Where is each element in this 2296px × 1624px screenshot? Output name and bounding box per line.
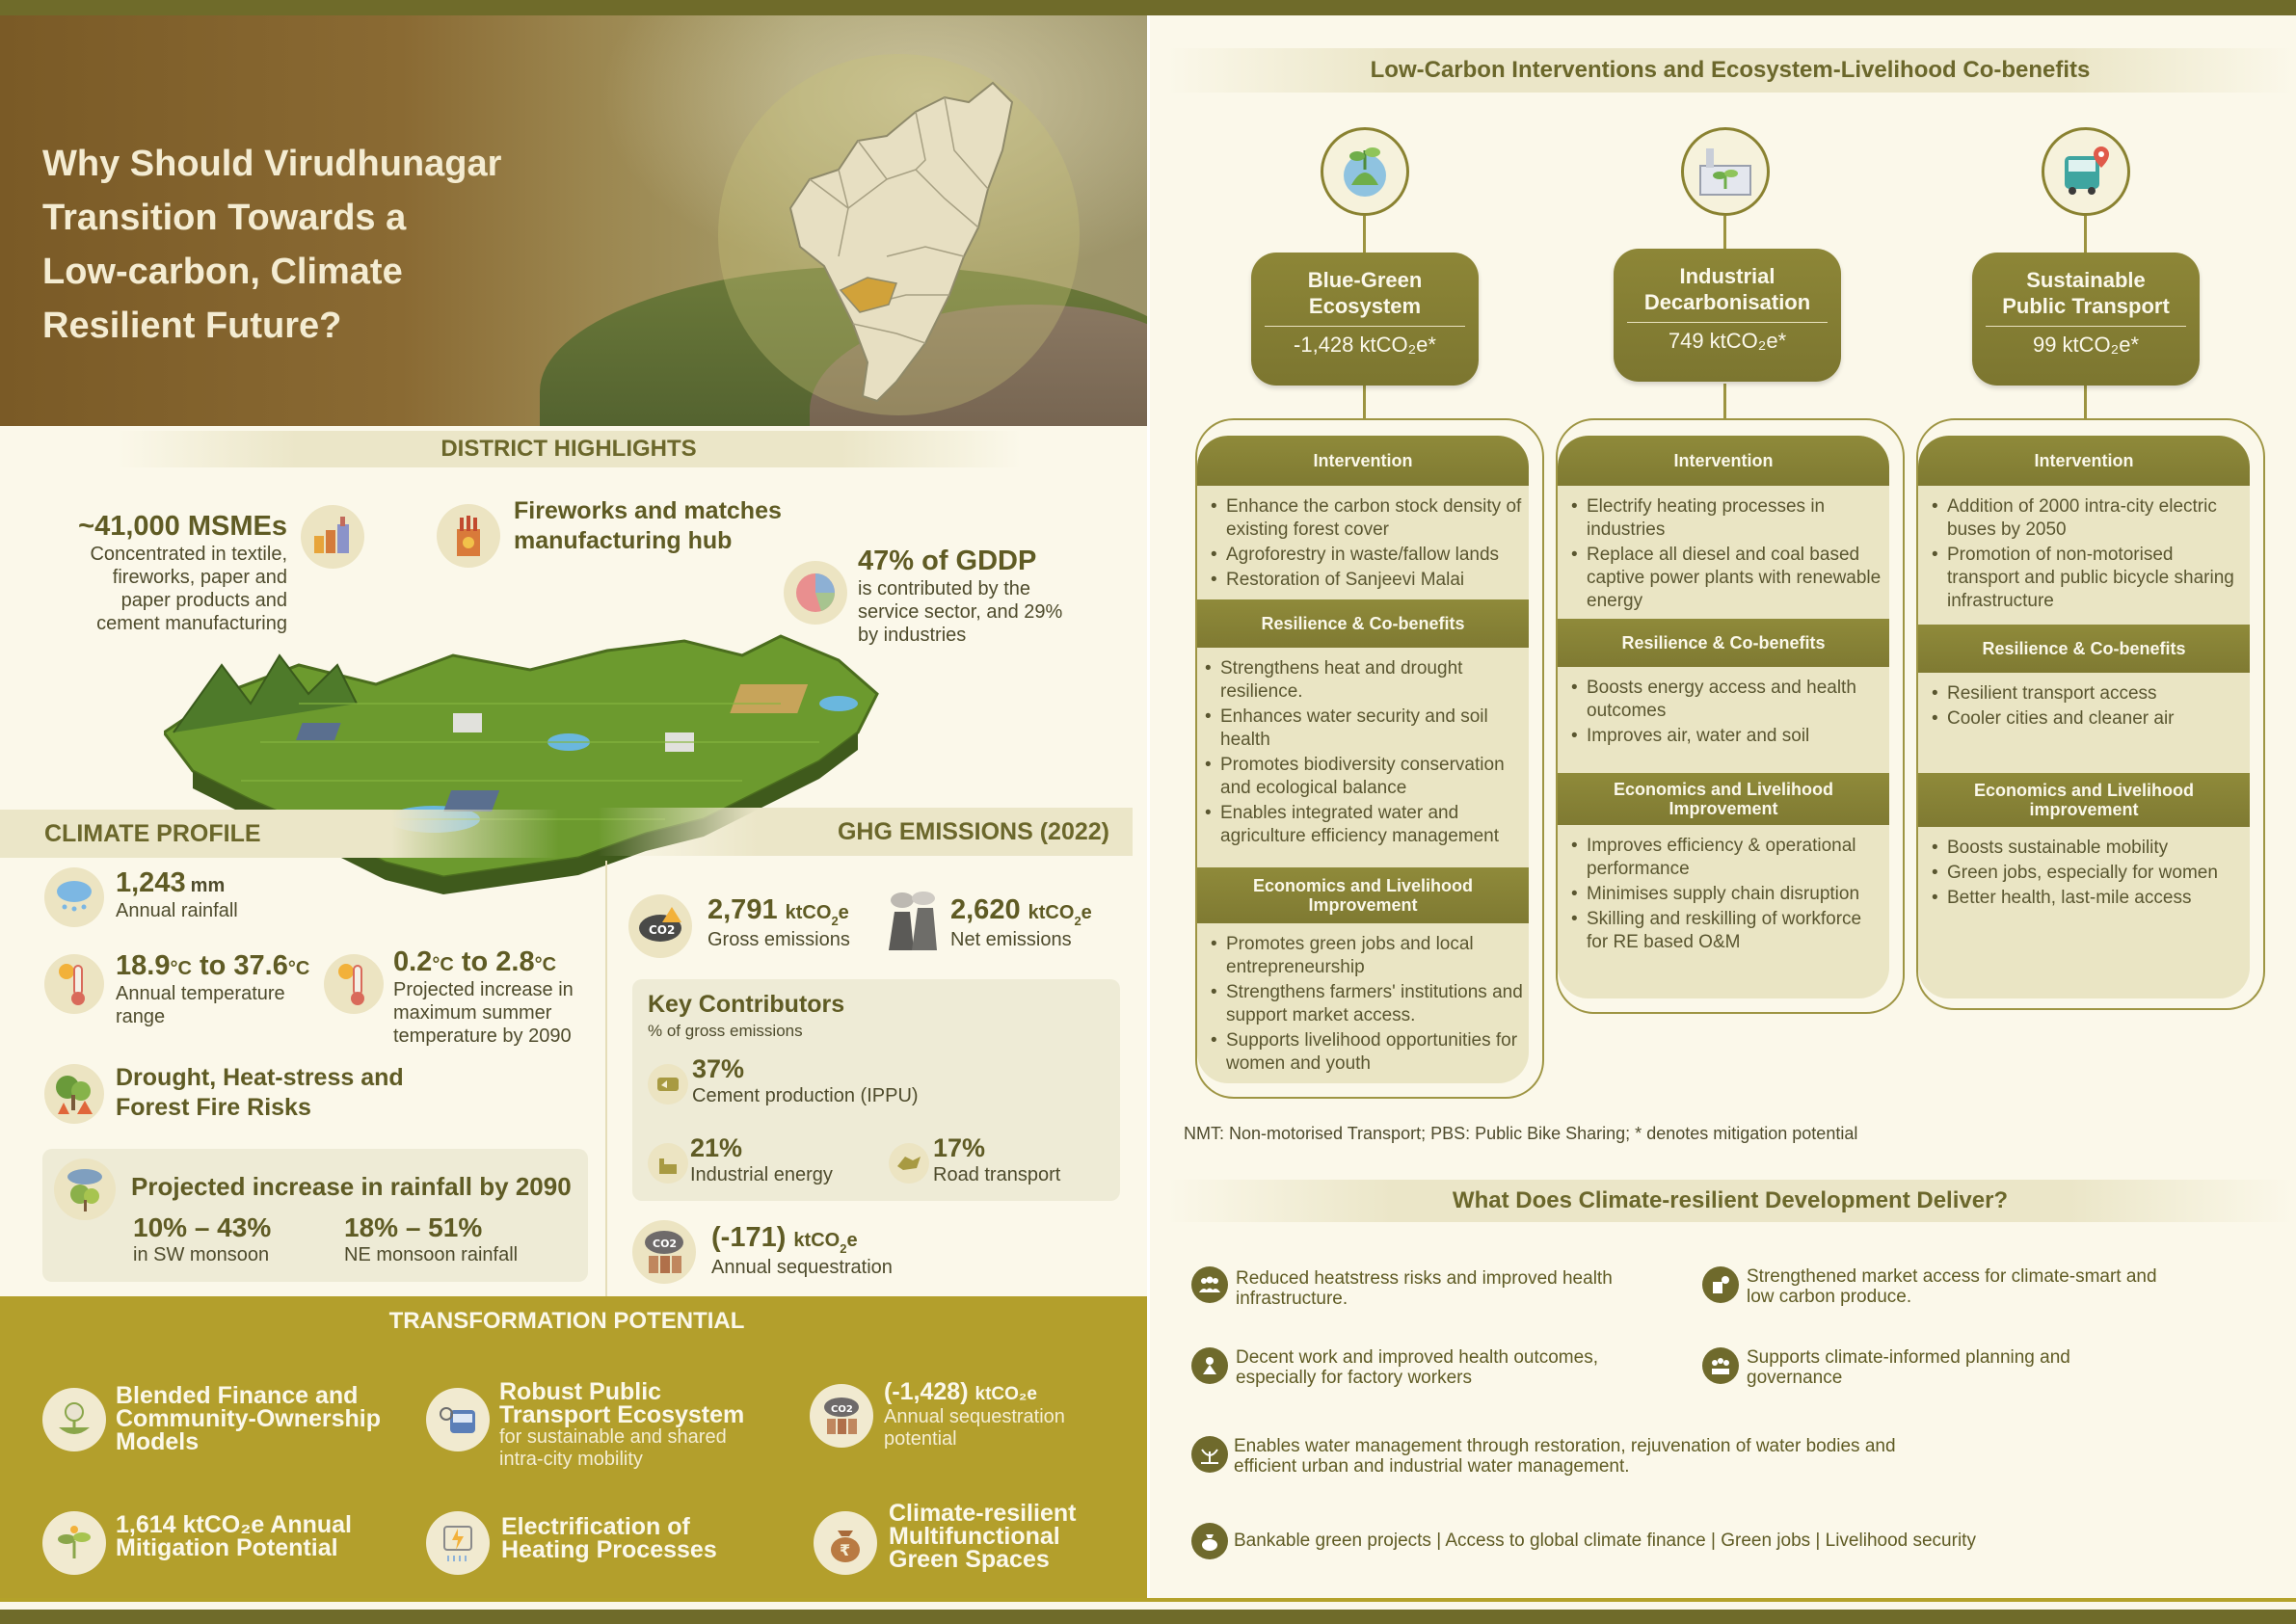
list-item: • Skilling and reskilling of workforce for RE based O&M [1571, 908, 1883, 954]
district-highlights-heading: DISTRICT HIGHLIGHTS [116, 431, 1022, 467]
temperature-range-value: 18.9°C to 37.6°C [116, 950, 310, 981]
list-item: • Strengthens farmers' institutions and support market access. [1211, 981, 1523, 1027]
wildfire-tree-icon [44, 1064, 104, 1124]
tp-head-line: 1,614 ktCO₂e Annual [116, 1511, 352, 1538]
tamil-nadu-map-icon [771, 64, 1022, 411]
bus-location-icon [2042, 127, 2130, 216]
ghg-emissions-heading: GHG EMISSIONS (2022) [598, 808, 1133, 856]
list-item: • Resilient transport access [1932, 682, 2244, 706]
tp-head-line: Heating Processes [501, 1536, 717, 1563]
net-emissions-stat [950, 894, 1092, 951]
msme-line: paper products and [120, 590, 287, 611]
climate-risks [116, 1063, 434, 1123]
tp-head-line: Mitigation Potential [116, 1534, 338, 1561]
transformation-item-sequestration [884, 1380, 1135, 1451]
resilience-subheading: Resilience & Co-benefits [1918, 625, 2250, 673]
gross-emissions-stat [707, 894, 850, 951]
deliverables-heading: What Does Climate-resilient Development Deliver? [1166, 1180, 2294, 1222]
water-plant-icon [1191, 1436, 1228, 1473]
resilience-list [1197, 648, 1529, 867]
tp-sub-line: for sustainable and shared [499, 1426, 727, 1448]
connector-line [2084, 384, 2087, 418]
contributor-industrial-energy [690, 1133, 833, 1186]
list-item: • Supports livelihood opportunities for women and youth [1211, 1029, 1523, 1076]
tp-head-line: Climate-resilient [889, 1500, 1077, 1527]
msme-highlight [39, 511, 287, 635]
intervention-card-blue-green [1197, 436, 1529, 1083]
contributor-label: Road transport [933, 1164, 1061, 1185]
category-divider [1265, 326, 1465, 327]
net-emissions-value: 2,620 ktCO$_2$e [950, 894, 1092, 928]
sw-label: in SW monsoon [133, 1244, 270, 1265]
intervention-subheading: Intervention [1918, 436, 2250, 486]
intervention-card-industrial [1558, 436, 1889, 998]
list-item: • Promotion of non-motorised transport and public bicycle sharing infrastructure [1932, 544, 2244, 613]
factory-icon [301, 505, 364, 569]
co2-tree-icon [632, 1220, 696, 1284]
list-item: • Enhance the carbon stock density of existing forest cover [1211, 495, 1523, 542]
co2-tree-icon [810, 1384, 873, 1448]
intervention-card-transport [1918, 436, 2250, 998]
deliverable-planning: Supports climate-informed planning and governance [1747, 1347, 2070, 1388]
category-title: Industrial Decarbonisation [1643, 264, 1811, 314]
gross-emissions-value: 2,791 ktCO$_2$e [707, 894, 849, 928]
contributor-label: Industrial energy [690, 1164, 833, 1185]
projected-label: temperature by 2090 [393, 1025, 572, 1047]
category-value: 749 ktCO₂e* [1668, 329, 1787, 353]
resilience-list [1918, 673, 2250, 773]
hands-plant-icon [42, 1388, 106, 1451]
chimney-icon [883, 891, 947, 954]
tp-head-line: Blended Finance and [116, 1382, 359, 1409]
ne-label: NE monsoon rainfall [344, 1244, 519, 1265]
transformation-item-green-spaces [889, 1502, 1139, 1571]
ne-range: 18% – 51% [344, 1212, 483, 1242]
rain-cloud-icon [44, 867, 104, 927]
fireworks-highlight [514, 496, 832, 556]
sequestration-stat [711, 1222, 893, 1279]
tp-head-line: (-1,428) ktCO₂e [884, 1378, 1037, 1405]
bus-icon [426, 1388, 490, 1451]
transformation-item-electrification [501, 1515, 790, 1561]
rainfall-unit: mm [190, 875, 226, 896]
tp-head-line: Green Spaces [889, 1546, 1050, 1573]
transformation-item-transport [499, 1380, 779, 1471]
svg-text:CO2: CO2 [649, 923, 676, 937]
fireworks-line: manufacturing hub [514, 527, 733, 554]
resilience-subheading: Resilience & Co-benefits [1197, 599, 1529, 648]
key-contributors-subtitle: % of gross emissions [648, 1022, 803, 1040]
gddp-line: service sector, and 29% [858, 601, 1063, 623]
plant-globe-icon [1321, 127, 1409, 216]
msme-stat: ~41,000 MSMEs [78, 511, 287, 542]
key-contributors-title: Key Contributors [648, 991, 845, 1018]
cement-icon [648, 1064, 688, 1105]
gddp-stat: 47% of GDDP [858, 546, 1037, 576]
worker-icon [1191, 1347, 1228, 1384]
rainfall-label: Annual rainfall [116, 900, 238, 921]
abbreviation-note: NMT: Non-motorised Transport; PBS: Public Bike Sharing; * denotes mitigation potential [1184, 1124, 1858, 1143]
economics-subheading: Economics and Livelihood improvement [1918, 773, 2250, 827]
category-sustainable-public-transport [1972, 253, 2200, 386]
list-item: • Addition of 2000 intra-city electric buses by 2050 [1932, 495, 2244, 542]
list-item: • Promotes green jobs and local entrepreneurship [1211, 933, 1523, 979]
transformation-item-mitigation [116, 1513, 405, 1559]
fireworks-line: Fireworks and matches [514, 497, 782, 524]
tp-sub-line: Annual sequestration [884, 1406, 1065, 1427]
contributor-pct: 21% [690, 1133, 743, 1162]
contributor-pct: 17% [933, 1133, 986, 1162]
factory-leaf-icon [1681, 127, 1770, 216]
matchbox-icon [437, 504, 500, 568]
transformation-title: TRANSFORMATION POTENTIAL [388, 1308, 745, 1334]
deliverable-market: Strengthened market access for climate-smart and low carbon produce. [1747, 1266, 2157, 1307]
rainfall-stat [116, 867, 238, 922]
top-border-strip [0, 0, 2296, 15]
intervention-list [1197, 486, 1529, 599]
rain-tree-icon [54, 1158, 116, 1220]
tp-head-line: Transport Ecosystem [499, 1401, 745, 1428]
contributor-label: Cement production (IPPU) [692, 1085, 919, 1106]
economics-subheading: Economics and Livelihood Improvement [1197, 867, 1529, 923]
deliverable-water: Enables water management through restoration, rejuvenation of water bodies and efficient urban and industrial water management. [1234, 1436, 1896, 1477]
rainfall-value: 1,243 [116, 867, 186, 898]
msme-line: Concentrated in textile, [90, 544, 287, 565]
sequestration-label: Annual sequestration [711, 1256, 893, 1278]
rainfall-projection-title: Projected increase in rainfall by 2090 [131, 1172, 572, 1201]
seedling-icon [42, 1511, 106, 1575]
sequestration-value: (-171) ktCO$_2$e [711, 1222, 858, 1256]
msme-line: cement manufacturing [96, 613, 287, 634]
category-value: -1,428 ktCO₂e* [1294, 333, 1436, 357]
sw-monsoon-projection [133, 1212, 271, 1266]
deliverable-health: Reduced heatstress risks and improved health infrastructure. [1236, 1268, 1613, 1309]
co2-cloud-icon [628, 894, 692, 958]
interventions-heading: Low-Carbon Interventions and Ecosystem-Livelihood Co-benefits [1166, 48, 2294, 93]
tp-head-line: Models [116, 1428, 200, 1455]
contributor-road-transport [933, 1133, 1060, 1186]
list-item: • Cooler cities and cleaner air [1932, 707, 2244, 731]
category-divider [1627, 322, 1828, 323]
connector-line [1723, 384, 1726, 418]
connector-line [2084, 216, 2087, 254]
net-emissions-label: Net emissions [950, 928, 1072, 950]
list-item: • Improves efficiency & operational performance [1571, 835, 1883, 881]
resilience-subheading: Resilience & Co-benefits [1558, 619, 1889, 667]
money-icon [1191, 1523, 1228, 1559]
transformation-item-finance [116, 1384, 405, 1453]
climate-profile-heading: CLIMATE PROFILE [0, 810, 559, 858]
people-icon [1191, 1266, 1228, 1303]
contributor-pct: 37% [692, 1054, 745, 1083]
tp-head-line: Electrification of [501, 1513, 690, 1540]
risk-line: Drought, Heat-stress and [116, 1064, 404, 1091]
projected-temperature-stat [393, 946, 605, 1048]
list-item: • Agroforestry in waste/fallow lands [1211, 544, 1523, 567]
tp-head-line: Multifunctional [889, 1523, 1060, 1550]
electric-heater-icon [426, 1511, 490, 1575]
ne-monsoon-projection [344, 1212, 518, 1266]
list-item: • Promotes biodiversity conservation and ecological balance [1205, 754, 1523, 800]
temperature-label: range [116, 1006, 166, 1027]
projected-temperature-value: 0.2°C to 2.8°C [393, 946, 557, 977]
intervention-list [1558, 486, 1889, 619]
list-item: • Boosts energy access and health outcomes [1571, 677, 1883, 723]
hero-title: Why Should Virudhunagar Transition Towards a Low-carbon, Climate Resilient Future? [42, 144, 502, 346]
list-item: • Restoration of Sanjeevi Malai [1211, 569, 1523, 592]
economics-list [1918, 827, 2250, 919]
deliverable-decent-work: Decent work and improved health outcomes, especially for factory workers [1236, 1347, 1598, 1388]
intervention-list [1918, 486, 2250, 625]
category-value: 99 ktCO₂e* [2032, 333, 2140, 357]
msme-line: fireworks, paper and [112, 567, 287, 588]
sw-range: 10% – 43% [133, 1212, 272, 1242]
list-item: • Enhances water security and soil health [1205, 706, 1523, 752]
category-blue-green-ecosystem [1251, 253, 1479, 386]
tp-head-line: Community-Ownership [116, 1405, 382, 1432]
list-item: • Boosts sustainable mobility [1932, 837, 2244, 860]
list-item: • Green jobs, especially for women [1932, 862, 2244, 885]
category-divider [1986, 326, 2186, 327]
list-item: • Strengthens heat and drought resilience. [1205, 657, 1523, 704]
svg-text:CO2: CO2 [653, 1238, 678, 1250]
tp-head-line: Robust Public [499, 1378, 662, 1405]
money-bag-icon [814, 1511, 877, 1575]
hero-banner [0, 15, 1147, 426]
risk-line: Forest Fire Risks [116, 1094, 311, 1121]
connector-line [1363, 384, 1366, 418]
connector-line [1363, 216, 1366, 254]
gddp-line: by industries [858, 625, 967, 646]
list-item: • Better health, last-mile access [1932, 887, 2244, 910]
list-item: • Electrify heating processes in industries [1571, 495, 1883, 542]
category-industrial-decarbonisation [1614, 249, 1841, 382]
svg-text:CO2: CO2 [831, 1404, 853, 1415]
thermometer-sun-icon [324, 954, 384, 1014]
bottom-accent-line [0, 1598, 2296, 1602]
economics-subheading: Economics and Livelihood Improvement [1558, 773, 1889, 825]
economics-list [1558, 825, 1889, 964]
tp-sub-line: potential [884, 1428, 957, 1450]
list-item: • Improves air, water and soil [1571, 725, 1883, 748]
governance-icon [1702, 1347, 1739, 1384]
truck-icon [889, 1143, 929, 1184]
thermometer-icon [44, 954, 104, 1014]
resilience-list [1558, 667, 1889, 773]
list-item: • Minimises supply chain disruption [1571, 883, 1883, 906]
gddp-line: is contributed by the [858, 578, 1030, 599]
intervention-subheading: Intervention [1558, 436, 1889, 486]
category-title: Blue-Green Ecosystem [1307, 268, 1423, 318]
industry-icon [648, 1143, 688, 1184]
market-icon [1702, 1266, 1739, 1303]
projected-label: Projected increase in [393, 979, 574, 1000]
category-title: Sustainable Public Transport [2002, 268, 2170, 318]
tp-sub-line: intra-city mobility [499, 1449, 643, 1470]
pie-chart-icon [784, 561, 847, 625]
list-item: • Replace all diesel and coal based captive power plants with renewable energy [1571, 544, 1883, 613]
svg-text:₹: ₹ [840, 1541, 851, 1559]
section-divider [605, 861, 607, 1296]
column-divider [1147, 15, 1150, 1598]
temperature-label: Annual temperature [116, 983, 285, 1004]
intervention-subheading: Intervention [1197, 436, 1529, 486]
list-item: • Enables integrated water and agriculture efficiency management [1205, 802, 1523, 848]
temperature-range-stat [116, 950, 328, 1028]
economics-list [1197, 923, 1529, 1083]
deliverable-finance: Bankable green projects | Access to global climate finance | Green jobs | Livelihood security [1234, 1531, 1976, 1551]
gross-emissions-label: Gross emissions [707, 928, 850, 950]
contributor-cement [692, 1054, 919, 1107]
projected-label: maximum summer [393, 1002, 552, 1024]
bottom-border-strip [0, 1610, 2296, 1624]
